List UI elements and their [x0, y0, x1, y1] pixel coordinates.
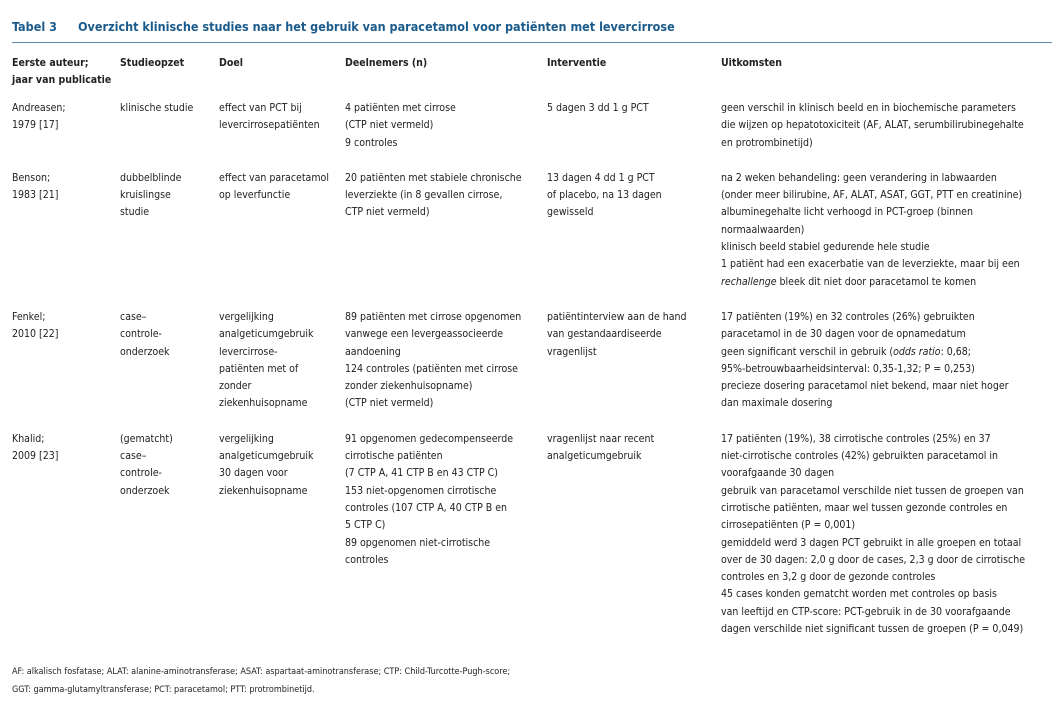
cell-opzet-line: (gematcht) [120, 432, 173, 445]
cell-uitkomsten-line: 95%-betrouwbaarheidsinterval: 0,35-1,32; P = 0,253) [721, 362, 975, 375]
cell-uitkomsten-line: geen verschil in klinisch beeld en in biochemische parameters [721, 102, 1016, 114]
cell-doel-line: effect van PCT bij [219, 102, 302, 114]
cell-interventie-line: analgeticumgebruik [547, 450, 642, 463]
header-doel [219, 55, 345, 100]
cell-uitkomsten-line: klinisch beeld stabiel gedurende hele studie [721, 241, 930, 254]
header-auteur-line: Eerste auteur; [12, 57, 89, 69]
cell-uitkomsten-line: gemiddeld werd 3 dagen PCT gebruikt in alle groepen en totaal [721, 536, 1022, 549]
cell-opzet-line: controle- [120, 328, 162, 341]
header-auteur-line: jaar van publicatie [12, 74, 112, 87]
cell-deelnemers-line: 89 patiënten met cirrose opgenomen [345, 310, 522, 323]
cell-uitkomsten-line: na 2 weken behandeling: geen verandering in labwaarden [721, 171, 997, 184]
cell-auteur-line: Andreasen; [12, 102, 66, 114]
cell-uitkomsten-line: precieze dosering paracetamol niet bekend, maar niet hoger [721, 380, 1009, 393]
cell-deelnemers-line: 20 patiënten met stabiele chronische [345, 171, 522, 184]
footnote-abbreviations-1: AF: alkalisch fosfatase; ALAT: alanine-aminotransferase; ASAT: aspartaat-aminotransferase; CTP: Child-Turcotte-Pugh-score; [12, 667, 511, 677]
header-row [12, 55, 1052, 100]
cell-opzet-line: onderzoek [120, 484, 170, 497]
studies-table [12, 55, 1052, 656]
cell-doel [219, 431, 345, 657]
table-row [12, 431, 1052, 657]
cell-auteur-line: Khalid; [12, 432, 45, 445]
cell-uitkomsten-line: van leeftijd en CTP-score: PCT-gebruik in de 30 voorafgaande [721, 605, 1011, 618]
cell-opzet [120, 170, 219, 309]
cell-doel [219, 170, 345, 309]
cell-deelnemers-line: 5 CTP C) [345, 519, 386, 532]
cell-opzet-line: controle- [120, 467, 162, 480]
cell-doel-line: effect van paracetamol [219, 171, 329, 184]
cell-doel-line: levercirrose- [219, 345, 278, 358]
cell-deelnemers-line: zonder ziekenhuisopname) [345, 380, 473, 393]
cell-interventie-line: 5 dagen 3 dd 1 g PCT [547, 102, 649, 114]
cell-uitkomsten-line: 45 cases konden gematcht worden met controles op basis [721, 588, 997, 601]
cell-doel [219, 309, 345, 431]
cell-deelnemers [345, 100, 547, 170]
cell-doel-line: analgeticumgebruik [219, 328, 314, 341]
cell-doel-line: levercirrosepatiënten [219, 119, 320, 132]
cell-uitkomsten-line: voorafgaande 30 dagen [721, 467, 835, 480]
header-uitkomsten-line: Uitkomsten [721, 57, 783, 69]
cell-uitkomsten-line: cirrotische patiënten, maar wel tussen gezonde controles en [721, 501, 1008, 514]
cell-doel [219, 100, 345, 170]
cell-uitkomsten-line: en protrombinetijd) [721, 136, 813, 149]
cell-uitkomsten-line: rechallenge bleek dit niet door paracetamol te komen [721, 275, 977, 288]
header-deelnemers-line: Deelnemers (n) [345, 57, 428, 69]
table-row [12, 100, 1052, 170]
cell-uitkomsten-line: cirrosepatiënten (P = 0,001) [721, 519, 856, 532]
header-doel-line: Doel [219, 57, 243, 69]
cell-opzet-line: case– [120, 310, 147, 323]
cell-interventie-line: gewisseld [547, 206, 594, 219]
cell-doel-line: ziekenhuisopname [219, 484, 308, 497]
cell-interventie-line: patiëntinterview aan de hand [547, 310, 687, 323]
table-row [12, 309, 1052, 431]
cell-doel-line: vergelijking [219, 432, 274, 445]
cell-uitkomsten-line: (onder meer bilirubine, AF, ALAT, ASAT, GGT, PTT en creatinine) [721, 189, 1023, 202]
cell-uitkomsten-line: dan maximale dosering [721, 397, 833, 410]
cell-uitkomsten-line: gebruik van paracetamol verschilde niet tussen de groepen van [721, 484, 1024, 497]
table-number: Tabel 3 [12, 19, 57, 34]
cell-opzet-line: studie [120, 206, 150, 219]
title-divider [12, 42, 1052, 43]
cell-interventie-line: 13 dagen 4 dd 1 g PCT [547, 171, 655, 184]
header-interventie [547, 55, 721, 100]
cell-auteur-line: 2009 [23] [12, 450, 59, 463]
cell-doel-line: analgeticumgebruik [219, 450, 314, 463]
cell-deelnemers-line: cirrotische patiënten [345, 450, 443, 463]
cell-opzet [120, 309, 219, 431]
cell-doel-line: 30 dagen voor [219, 467, 288, 480]
cell-auteur [12, 309, 120, 431]
cell-interventie [547, 100, 721, 170]
cell-deelnemers-line: 153 niet-opgenomen cirrotische [345, 484, 497, 497]
table-page [12, 0, 1052, 711]
cell-doel-line: zonder [219, 380, 252, 393]
cell-auteur [12, 100, 120, 170]
header-opzet-line: Studieopzet [120, 57, 185, 69]
cell-opzet-line: onderzoek [120, 345, 170, 358]
cell-uitkomsten-line: 17 patiënten (19%), 38 cirrotische controles (25%) en 37 [721, 432, 991, 445]
cell-uitkomsten [721, 309, 1052, 431]
cell-interventie-line: van gestandaardiseerde [547, 328, 662, 341]
cell-deelnemers-line: 91 opgenomen gedecompenseerde [345, 432, 514, 445]
cell-auteur-line: 1983 [21] [12, 189, 59, 202]
cell-opzet [120, 431, 219, 657]
cell-interventie-line: vragenlijst naar recent [547, 432, 655, 445]
cell-uitkomsten-line: albuminegehalte licht verhoogd in PCT-groep (binnen [721, 206, 973, 219]
cell-deelnemers-line: (CTP niet vermeld) [345, 397, 434, 410]
cell-deelnemers-line: 124 controles (patiënten met cirrose [345, 362, 518, 375]
cell-auteur [12, 170, 120, 309]
cell-auteur-line: 2010 [22] [12, 328, 59, 341]
cell-uitkomsten-line: over de 30 dagen: 2,0 g door de cases, 2,3 g door de cirrotische [721, 553, 1026, 566]
cell-auteur-line: Fenkel; [12, 310, 46, 323]
cell-interventie [547, 309, 721, 431]
header-auteur [12, 55, 120, 100]
cell-deelnemers-line: CTP niet vermeld) [345, 206, 430, 219]
table-body [12, 100, 1052, 656]
cell-interventie-line: of placebo, na 13 dagen [547, 189, 662, 202]
cell-deelnemers-line: vanwege een levergeassocieerde [345, 328, 504, 341]
cell-deelnemers-line: controles (107 CTP A, 40 CTP B en [345, 501, 508, 514]
cell-deelnemers-line: controles [345, 553, 389, 566]
cell-uitkomsten-line: dagen verschilde niet significant tussen de groepen (P = 0,049) [721, 623, 1024, 636]
cell-opzet-line: klinische studie [120, 102, 194, 114]
cell-deelnemers-line: 9 controles [345, 136, 398, 149]
cell-uitkomsten-line: niet-cirrotische controles (42%) gebruikten paracetamol in [721, 450, 998, 463]
table-caption: Overzicht klinische studies naar het gebruik van paracetamol voor patiënten met levercirrose [78, 19, 675, 34]
cell-auteur [12, 431, 120, 657]
table-title [12, 19, 675, 37]
cell-uitkomsten-line: controles en 3,2 g door de gezonde controles [721, 571, 936, 584]
cell-uitkomsten-line: geen significant verschil in gebruik (odds ratio: 0,68; [721, 345, 971, 358]
cell-doel-line: ziekenhuisopname [219, 397, 308, 410]
cell-interventie [547, 170, 721, 309]
header-opzet [120, 55, 219, 100]
cell-deelnemers [345, 431, 547, 657]
cell-opzet-line: dubbelblinde [120, 171, 182, 184]
cell-uitkomsten-line: paracetamol in de 30 dagen voor de opnamedatum [721, 328, 966, 341]
cell-uitkomsten-line: die wijzen op hepatotoxiciteit (AF, ALAT, serumbilirubinegehalte [721, 119, 1024, 132]
cell-uitkomsten [721, 431, 1052, 657]
cell-deelnemers-line: (CTP niet vermeld) [345, 119, 434, 132]
cell-uitkomsten-line: 17 patiënten (19%) en 32 controles (26%) gebruikten [721, 310, 975, 323]
cell-auteur-line: 1979 [17] [12, 119, 59, 132]
cell-deelnemers-line: leverziekte (in 8 gevallen cirrose, [345, 189, 503, 202]
cell-uitkomsten-line: 1 patiënt had een exacerbatie van de leverziekte, maar bij een [721, 258, 1020, 271]
header-interventie-line: Interventie [547, 57, 607, 69]
table-row [12, 170, 1052, 309]
cell-uitkomsten [721, 100, 1052, 170]
header-deelnemers [345, 55, 547, 100]
cell-deelnemers-line: aandoening [345, 345, 401, 358]
cell-uitkomsten [721, 170, 1052, 309]
cell-opzet [120, 100, 219, 170]
cell-deelnemers [345, 170, 547, 309]
cell-auteur-line: Benson; [12, 171, 51, 184]
header-uitkomsten [721, 55, 1052, 100]
cell-deelnemers-line: (7 CTP A, 41 CTP B en 43 CTP C) [345, 467, 498, 480]
cell-deelnemers-line: 89 opgenomen niet-cirrotische [345, 536, 491, 549]
cell-doel-line: op leverfunctie [219, 189, 291, 202]
cell-interventie-line: vragenlijst [547, 345, 597, 358]
cell-uitkomsten-line: normaalwaarden) [721, 223, 805, 236]
cell-deelnemers [345, 309, 547, 431]
cell-doel-line: vergelijking [219, 310, 274, 323]
footnote-abbreviations-2: GGT: gamma-glutamyltransferase; PCT: paracetamol; PTT: protrombinetijd. [12, 685, 315, 695]
cell-deelnemers-line: 4 patiënten met cirrose [345, 102, 456, 114]
cell-opzet-line: kruislingse [120, 189, 171, 202]
cell-doel-line: patiënten met of [219, 362, 299, 375]
cell-opzet-line: case– [120, 450, 147, 463]
cell-interventie [547, 431, 721, 657]
